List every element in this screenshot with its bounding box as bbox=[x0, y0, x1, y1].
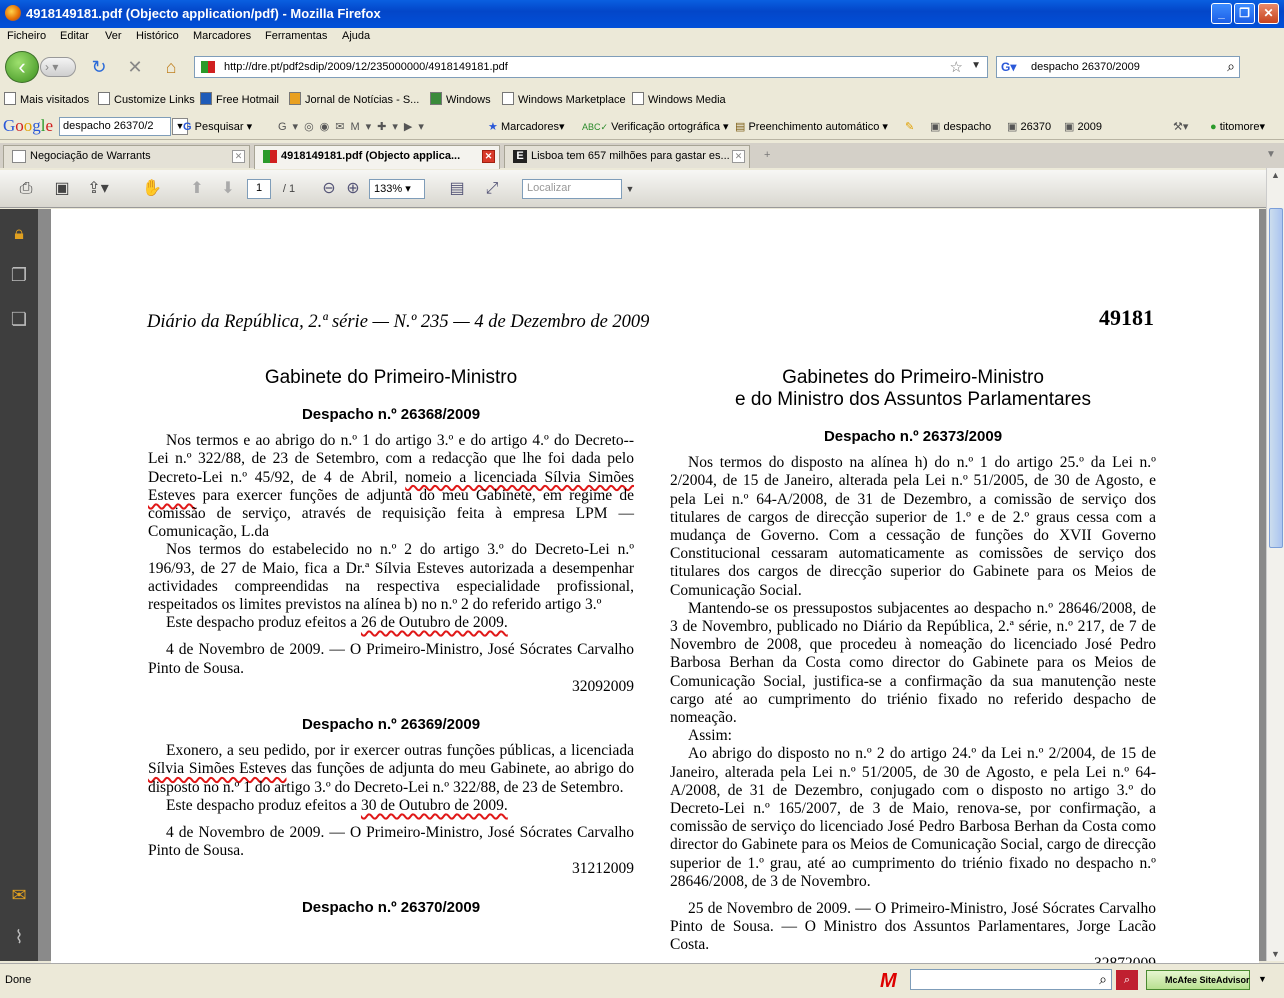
forward-button[interactable]: › ▾ bbox=[40, 57, 76, 77]
page-count: / 1 bbox=[282, 183, 296, 195]
section-title: Gabinetes do Primeiro-Ministro bbox=[782, 367, 1044, 388]
section-title: e do Ministro dos Assuntos Parlamentares bbox=[735, 389, 1091, 410]
google-toolbar bbox=[0, 112, 1284, 140]
menu-editar[interactable]: Editar bbox=[60, 30, 89, 42]
window-title: 4918149181.pdf (Objecto application/pdf) - Mozilla Firefox bbox=[26, 6, 381, 21]
section-title: Gabinete do Primeiro-Ministro bbox=[264, 367, 518, 388]
search-term-2009[interactable]: ▣ 2009 bbox=[1064, 121, 1102, 133]
bookmark-item[interactable]: Mais visitados bbox=[4, 92, 89, 106]
settings-wrench-icon[interactable]: ⚒▾ bbox=[1173, 121, 1189, 133]
paragraph: Nos termos e ao abrigo do n.º 1 do artigo 3.º e do artigo 4.º do Decreto--Lei n.º 322/88, de 23 de Setembro, com a redacção que lhe foi dada pelo Decreto-Lei n.º 45/92, de 4 de Abril, nomeio a licenciada Sílvia Simões Esteves para exercer funções de adjunta do meu Gabinete, em regime de comissão de serviço, através de requisição feita à empresa LPM — Comunicação, L.da bbox=[148, 432, 634, 541]
lock-icon[interactable]: 🔒︎ bbox=[14, 223, 24, 243]
menu-ferramentas[interactable]: Ferramentas bbox=[265, 30, 328, 42]
siteadvisor-badge[interactable]: McAfee SiteAdvisor bbox=[1146, 970, 1250, 990]
paragraph: Nos termos do disposto na alínea h) do n.º 1 do artigo 25.º da Lei n.º 2/2004, de 15 de Janeiro, alterada pela Lei n.º 51/2005, de 30 de Agosto, e pela Lei n.º 64-A/2008, de 31 de Dezembro, a comissão de serviço dos titulares de cargos de direcção superior de 1.º e de 2.º graus cessa com a mudança de Governo. Com a cessação de funções do XVII Governo Constitucional cessaram automaticamente as comissões de serviço dos titulares dos cargos de direcção superior do Gabinete para os Meios de Comunicação Social. bbox=[670, 454, 1156, 599]
paragraph: Mantendo-se os pressupostos subjacentes ao despacho n.º 28646/2008, de 3 de Novembro, publicado no Diário da República, 2.ª série, n.º 217, de 7 de Novembro de 2008, que procedeu à nomeação do licenciado José Pedro Barbosa Berhan da Costa como director do Gabinete para os Meios de Comunicação Social, justifica-se a confirmação da sua manutenção neste cargo até ao cumprimento do triénio fixado no referido despacho de nomeação. bbox=[670, 599, 1156, 727]
tab-close-icon[interactable]: ✕ bbox=[732, 150, 745, 163]
fit-page-icon[interactable]: ⤢ bbox=[485, 180, 499, 197]
paragraph: Este despacho produz efeitos a 26 de Outubro de 2009. bbox=[166, 614, 508, 632]
pdf-page bbox=[51, 209, 1259, 969]
share-icon[interactable]: ⇪▾ bbox=[87, 180, 109, 197]
mcafee-logo[interactable]: M bbox=[880, 970, 897, 992]
zoom-in-icon[interactable]: ⊕ bbox=[346, 180, 360, 197]
zoom-out-icon[interactable]: ⊖ bbox=[322, 180, 336, 197]
vertical-scrollbar[interactable] bbox=[1266, 168, 1284, 961]
google-logo[interactable]: Google bbox=[3, 116, 54, 135]
window-titlebar bbox=[0, 0, 1284, 28]
scrollbar-thumb[interactable] bbox=[1269, 208, 1283, 548]
tab-close-icon[interactable]: ✕ bbox=[482, 150, 495, 163]
doc-number: 32092009 bbox=[572, 677, 634, 695]
bookmark-item[interactable]: Free Hotmail bbox=[200, 92, 279, 106]
stop-icon[interactable]: ✕ bbox=[127, 57, 143, 77]
siteadvisor-dropdown-icon[interactable]: ▼ bbox=[1258, 974, 1267, 984]
menu-ajuda[interactable]: Ajuda bbox=[342, 30, 371, 42]
pdf-viewer[interactable] bbox=[38, 209, 1266, 961]
tab-pdf[interactable]: 4918149181.pdf (Objecto applica... ✕ bbox=[254, 145, 500, 169]
url-dropdown-icon[interactable]: ▼ bbox=[971, 60, 981, 71]
bookmarks-icon[interactable]: ❏ bbox=[10, 309, 28, 329]
maximize-button[interactable]: ❐ bbox=[1234, 3, 1255, 24]
menu-historico[interactable]: Histórico bbox=[136, 30, 179, 42]
url-text[interactable]: http://dre.pt/pdf2sdip/2009/12/235000000/4918149181.pdf bbox=[224, 61, 508, 73]
status-text: Done bbox=[5, 974, 32, 986]
save-icon[interactable]: ▣ bbox=[54, 180, 70, 197]
google-search-input[interactable]: despacho 26370/2 bbox=[59, 117, 171, 136]
highlighted-text: 26 de Outubro de 2009. bbox=[360, 614, 508, 632]
comments-icon[interactable]: ✉ bbox=[11, 885, 27, 905]
bookmarks-toolbar bbox=[0, 88, 1284, 110]
right-column bbox=[670, 367, 1156, 973]
scroll-down-icon[interactable]: ▼ bbox=[1271, 949, 1280, 959]
navigation-toolbar bbox=[0, 47, 1284, 87]
close-button[interactable]: ✕ bbox=[1258, 3, 1279, 24]
paragraph: Ao abrigo do disposto no n.º 2 do artigo 24.º da Lei n.º 2/2004, de 15 de Janeiro, alterada pela Lei n.º 51/2005, de 30 de Agosto, e pela Lei n.º 64-A/2008, de 31 de Dezembro, conjugado com o disposto no artigo 3.º do Decreto-Lei n.º 165/2007, de 3 de Maio, renova-se, por confirmação, a comissão de serviço do licenciado José Pedro Barbosa Berhan da Costa como director do Gabinete para os Meios de Comunicação Social, cargo de direcção superior de 1.º grau, até ao cumprimento do triénio fixado no despacho n.º 28646/2008, de 3 de Novembro. bbox=[670, 745, 1156, 890]
zoom-select[interactable]: 133% ▾ bbox=[369, 179, 425, 199]
autofill-button[interactable]: ▤ Preenchimento automático ▾ bbox=[735, 121, 888, 133]
tab-bar bbox=[0, 143, 1284, 168]
minimize-button[interactable]: _ bbox=[1211, 3, 1232, 24]
doc-number: 31212009 bbox=[572, 860, 634, 878]
signature: 25 de Novembro de 2009. — O Primeiro-Ministro, José Sócrates Carvalho Pinto de Sousa. — O Ministro dos Assuntos Parlamentares, Jorge Lacão Costa. bbox=[670, 900, 1156, 954]
spellcheck-button[interactable]: ABC✓ Verificação ortográfica ▾ bbox=[582, 121, 729, 133]
bookmark-item[interactable]: Windows bbox=[430, 92, 491, 106]
mcafee-search-icon[interactable]: ⌕ bbox=[1116, 970, 1138, 990]
despacho-title: Despacho n.º 26370/2009 bbox=[301, 898, 481, 916]
page-header: Diário da República, 2.ª série — N.º 235 — 4 de Dezembro de 2009 bbox=[147, 312, 650, 332]
page-up-icon[interactable]: ⬆ bbox=[190, 180, 204, 197]
find-input[interactable]: Localizar bbox=[522, 179, 622, 199]
despacho-title: Despacho n.º 26373/2009 bbox=[823, 428, 1003, 445]
despacho-title: Despacho n.º 26368/2009 bbox=[301, 406, 481, 423]
site-favicon bbox=[263, 150, 277, 163]
paragraph: Nos termos do estabelecido no n.º 2 do artigo 3.º do Decreto-Lei n.º 196/93, de 27 de Maio, fica a Dr.ª Sílvia Esteves autorizada a desempenhar actividades compreendidas na respectiva especialidade profissional, respeitados os limites previstos na alínea b) no n.º 2 do referido artigo 3.º bbox=[148, 541, 634, 614]
google-bookmarks-button[interactable]: ★ Marcadores▾ bbox=[488, 121, 565, 133]
google-tool-icons[interactable]: G▾◎◉✉M▾✚▾▶▾ bbox=[278, 121, 430, 133]
search-icon[interactable]: ⌕ bbox=[1227, 58, 1235, 74]
search-engine-icon[interactable]: G▾ bbox=[1001, 60, 1017, 74]
bookmark-item[interactable]: Customize Links bbox=[98, 92, 195, 106]
menu-ficheiro[interactable]: Ficheiro bbox=[7, 30, 47, 42]
status-bar bbox=[0, 963, 1284, 998]
page-number: 49181 bbox=[1099, 305, 1154, 330]
page-icon bbox=[12, 150, 26, 163]
pdf-toolbar bbox=[0, 170, 1284, 208]
highlighted-text: nomeio a licenciada Sílvia Simões Esteves bbox=[148, 468, 634, 504]
highlight-icon[interactable]: ✎ bbox=[905, 121, 915, 133]
highlighted-text: 30 de Outubro de 2009. bbox=[360, 796, 508, 814]
back-button[interactable]: ‹ bbox=[5, 51, 39, 83]
firefox-icon bbox=[5, 5, 21, 21]
left-column bbox=[148, 367, 634, 917]
new-tab-icon[interactable]: + bbox=[764, 149, 771, 161]
paragraph: Exonero, a seu pedido, por ir exercer outras funções públicas, a licenciada Sílvia Simões Esteves das funções de adjunta do meu Gabinete, ao abrigo do disposto no n.º 1 do artigo 3.º do Decreto-Lei n.º 322/88, de 23 de Setembro. bbox=[148, 742, 634, 796]
print-icon[interactable]: ⎙ bbox=[19, 180, 33, 197]
tab-close-icon[interactable]: ✕ bbox=[232, 150, 245, 163]
reload-icon[interactable]: ↻ bbox=[91, 57, 107, 77]
tab-lisboa[interactable]: E Lisboa tem 657 milhões para gastar es... ✕ bbox=[504, 145, 750, 168]
search-term-26370[interactable]: ▣ 26370 bbox=[1007, 121, 1052, 133]
despacho-title: Despacho n.º 26369/2009 bbox=[301, 716, 481, 734]
search-icon[interactable]: ⌕ bbox=[1099, 971, 1107, 987]
signature: 4 de Novembro de 2009. — O Primeiro-Ministro, José Sócrates Carvalho Pinto de Sousa. bbox=[148, 824, 634, 860]
home-icon[interactable]: ⌂ bbox=[165, 57, 177, 77]
find-dropdown-icon[interactable]: ▼ bbox=[625, 184, 635, 194]
status-search-input[interactable] bbox=[910, 969, 1112, 990]
url-bar[interactable] bbox=[194, 56, 988, 78]
menu-ver[interactable]: Ver bbox=[105, 30, 122, 42]
bookmark-item[interactable]: Windows Marketplace bbox=[502, 92, 626, 106]
pages-icon[interactable]: ❐ bbox=[10, 265, 28, 285]
expresso-icon: E bbox=[513, 150, 527, 163]
signature: 4 de Novembro de 2009. — O Primeiro-Ministro, José Sócrates Carvalho Pinto de Sousa. bbox=[148, 641, 634, 677]
scroll-up-icon[interactable]: ▲ bbox=[1271, 170, 1280, 180]
search-input[interactable]: despacho 26370/2009 bbox=[1031, 61, 1140, 73]
tab-warrants[interactable]: Negociação de Warrants ✕ bbox=[3, 145, 250, 168]
highlighted-text: Sílvia Simões Esteves bbox=[148, 760, 287, 778]
menu-marcadores[interactable]: Marcadores bbox=[193, 30, 252, 42]
bookmark-item[interactable]: Windows Media bbox=[632, 92, 726, 106]
paragraph: Este despacho produz efeitos a 30 de Outubro de 2009. bbox=[166, 796, 508, 814]
bookmark-star-icon[interactable]: ☆ bbox=[949, 59, 963, 76]
menu-bar bbox=[0, 28, 1284, 46]
hand-icon[interactable]: ✋ bbox=[142, 180, 162, 197]
attachments-icon[interactable]: ⌇ bbox=[14, 927, 24, 947]
google-search-button[interactable]: G Pesquisar ▾ bbox=[183, 121, 253, 133]
page-number-input[interactable]: 1 bbox=[247, 179, 271, 199]
page-down-icon[interactable]: ⬇ bbox=[221, 180, 235, 197]
pdf-sidebar bbox=[0, 209, 38, 961]
bookmark-item[interactable]: Jornal de Notícias - S... bbox=[289, 92, 419, 106]
search-term-despacho[interactable]: ▣ despacho bbox=[930, 121, 992, 133]
fit-width-icon[interactable]: ▤ bbox=[449, 180, 465, 197]
search-bar[interactable] bbox=[996, 56, 1240, 78]
tab-list-icon[interactable]: ▼ bbox=[1266, 149, 1276, 160]
paragraph: Assim: bbox=[688, 727, 732, 745]
site-favicon bbox=[201, 61, 215, 73]
google-account-button[interactable]: ● titomore▾ bbox=[1210, 121, 1265, 133]
google-dropdown-icon[interactable]: ▼ bbox=[172, 118, 188, 135]
